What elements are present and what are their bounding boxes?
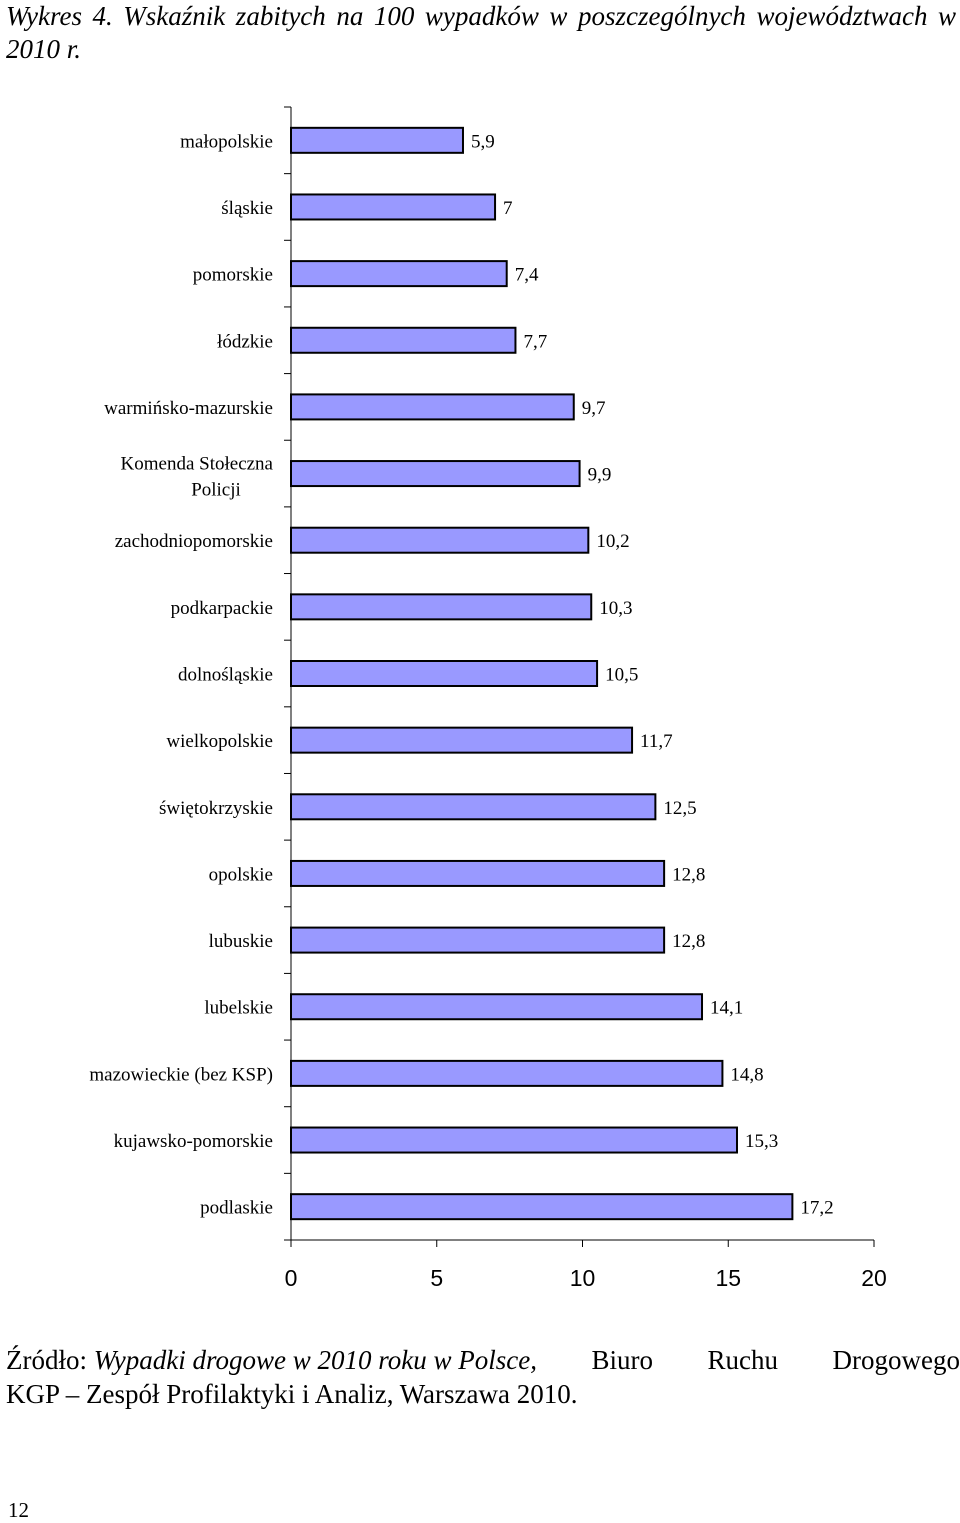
bar: [291, 728, 632, 753]
category-label: lubuskie: [208, 931, 273, 953]
bar: [291, 328, 515, 353]
category-label: podkarpackie: [170, 597, 273, 619]
bar: [291, 461, 580, 486]
category-label: opolskie: [208, 864, 273, 886]
bar: [291, 1061, 722, 1086]
data-label: 10,2: [596, 531, 630, 553]
source-title: Wypadki drogowe w 2010 roku w Polsce,: [93, 1345, 537, 1375]
category-label: świętokrzyskie: [159, 797, 273, 819]
data-label: 12,8: [672, 864, 706, 886]
x-tick-label: 20: [861, 1265, 887, 1291]
category-label: podlaskie: [200, 1197, 273, 1219]
data-label: 14,8: [730, 1064, 764, 1086]
bar: [291, 594, 591, 619]
bar: [291, 994, 702, 1019]
page-number: 12: [8, 1498, 29, 1522]
source-line-2: KGP – Zespół Profilaktyki i Analiz, Warszawa 2010.: [6, 1379, 578, 1409]
category-label: śląskie: [221, 197, 273, 219]
source-word-3: Drogowego: [832, 1345, 960, 1375]
bar: [291, 528, 588, 553]
source-word-1: Biuro: [591, 1345, 653, 1375]
category-label: dolnośląskie: [178, 664, 273, 686]
bar: [291, 861, 664, 886]
data-label: 11,7: [640, 731, 673, 753]
data-label: 5,9: [470, 131, 495, 153]
data-label: 10,3: [599, 597, 633, 619]
bar: [291, 661, 597, 686]
x-tick-label: 5: [430, 1265, 444, 1291]
source-word-2: Ruchu: [707, 1345, 778, 1375]
category-label: kujawsko-pomorskie: [113, 1131, 273, 1153]
bar: [291, 794, 655, 819]
x-tick-label: 15: [715, 1265, 742, 1291]
category-label: Komenda Stołeczna Policji: [120, 453, 273, 501]
bar: [291, 394, 574, 419]
data-label: 14,1: [710, 997, 744, 1019]
source-note: [6, 1343, 960, 1411]
category-label: mazowieckie (bez KSP): [89, 1064, 273, 1086]
category-label: pomorskie: [192, 264, 273, 286]
category-label: łódzkie: [217, 331, 273, 353]
data-label: 7,7: [523, 331, 548, 353]
data-label: 7: [503, 197, 513, 219]
bar: [291, 194, 495, 219]
bar: [291, 128, 463, 153]
category-label: małopolskie: [180, 131, 273, 153]
data-label: 9,7: [581, 397, 606, 419]
bar: [291, 1128, 737, 1153]
data-label: 15,3: [744, 1131, 779, 1153]
source-line-1: [6, 1343, 960, 1377]
data-label: 9,9: [587, 464, 612, 486]
data-label: 7,4: [514, 264, 539, 286]
x-tick-label: 10: [569, 1265, 596, 1291]
x-tick-label: 0: [284, 1265, 298, 1291]
category-label: warmińsko-mazurskie: [104, 397, 273, 419]
category-label: wielkopolskie: [166, 731, 273, 753]
category-label: zachodniopomorskie: [114, 531, 273, 553]
data-label: 17,2: [800, 1197, 834, 1219]
bar: [291, 1194, 792, 1219]
chart-title: Wykres 4. Wskaźnik zabitych na 100 wypadków w poszczególnych województwach w 2010 r.: [6, 1, 956, 64]
data-label: 12,5: [663, 797, 697, 819]
data-label: 10,5: [605, 664, 639, 686]
category-label: lubelskie: [204, 997, 273, 1019]
data-label: 12,8: [672, 931, 706, 953]
bar: [291, 928, 664, 953]
bar: [291, 261, 507, 286]
source-prefix: Źródło:: [6, 1345, 94, 1375]
